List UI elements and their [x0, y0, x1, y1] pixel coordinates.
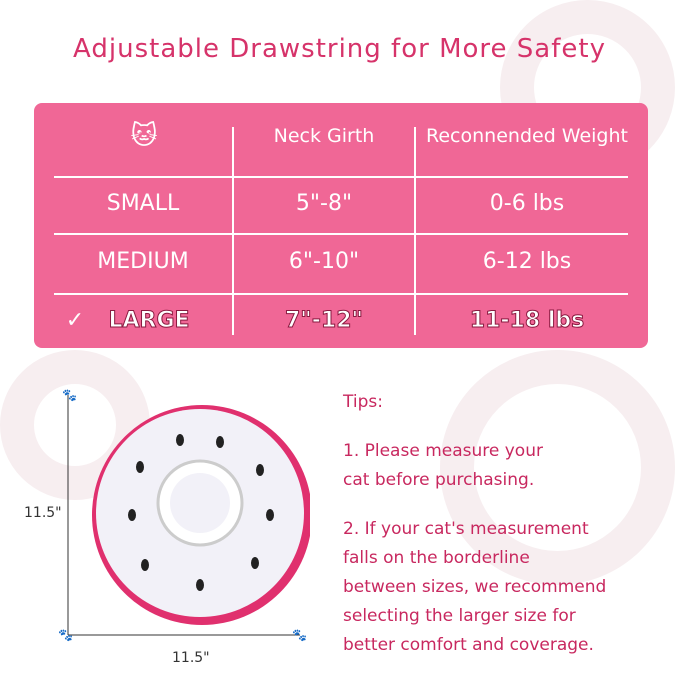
tip-1-line2: cat before purchasing.: [343, 470, 535, 490]
divider: [232, 127, 234, 335]
paw-icon: 🐾: [62, 388, 77, 402]
divider: [414, 127, 416, 335]
width-dimension: 11.5": [172, 650, 210, 666]
size-large: LARGE: [108, 308, 190, 333]
size-small: SMALL: [106, 191, 180, 216]
divider: [54, 233, 628, 235]
weight-medium: 6-12 lbs: [482, 249, 572, 274]
girth-medium: 6"-10": [288, 249, 360, 274]
tip-2-line3: between sizes, we recommend: [343, 577, 607, 597]
header-neck-girth: Neck Girth: [273, 125, 375, 147]
height-dimension: 11.5": [24, 505, 62, 521]
divider: [54, 293, 628, 295]
paw-icon: 🐾: [58, 628, 73, 642]
tip-2-line2: falls on the borderline: [343, 548, 530, 568]
size-medium: MEDIUM: [97, 249, 189, 274]
size-table: [34, 103, 648, 348]
tip-2-line1: 2. If your cat's measurement: [343, 519, 589, 539]
cat-icons: 🐱: [130, 121, 158, 151]
tip-2-line4: selecting the larger size for: [343, 606, 576, 626]
girth-large: 7"-12": [285, 308, 363, 333]
check-icon: ✓: [65, 308, 85, 333]
tip-1-line1: 1. Please measure your: [343, 441, 543, 461]
collar-illustration: [60, 385, 310, 645]
weight-small: 0-6 lbs: [489, 191, 565, 216]
tip-2-line5: better comfort and coverage.: [343, 635, 594, 655]
weight-large: 11-18 lbs: [469, 308, 585, 333]
divider: [54, 176, 628, 178]
paw-icon: 🐾: [292, 628, 307, 642]
page-title: Adjustable Drawstring for More Safety: [73, 34, 606, 64]
girth-small: 5"-8": [295, 191, 353, 216]
tips-heading: Tips:: [343, 392, 383, 412]
header-weight: Reconnended Weight: [426, 125, 628, 147]
